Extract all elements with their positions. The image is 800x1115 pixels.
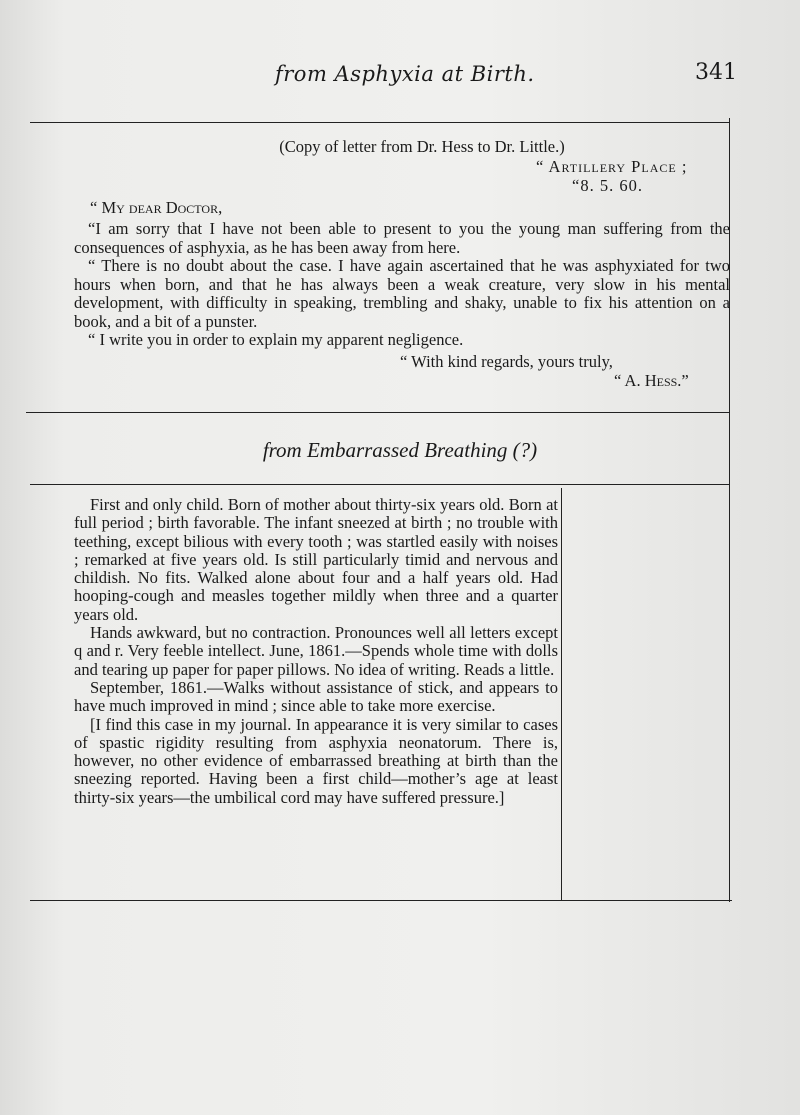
letter-heading: (Copy of letter from Dr. Hess to Dr. Little.) (279, 137, 565, 156)
running-title: from Asphyxia at Birth. (275, 62, 535, 86)
case-paragraph: September, 1861.—Walks without assistance of stick, and appears to have much improved in mind ; since able to take more exercise. (74, 677, 558, 716)
section-title: from Embarrassed Breathing (?) (262, 438, 538, 462)
letter-block (74, 137, 730, 390)
case-report (74, 496, 558, 807)
letter-address: “ Artillery Place ; (536, 157, 688, 176)
case-paragraph: First and only child. Born of mother about thirty-six years old. Born at full period ; birth favorable. The infant sneezed at birth ; no trouble with teething, except bilious with every tooth ; was startled easily with noises ; remarked at five years old. Is still particularly timid and nervous and childish. No fits. Walked alone about four and a half years old. Had hooping-cough and measles together mildly when three and a quarter years old. (74, 495, 558, 624)
case-box-bottom-rule (30, 900, 732, 901)
case-box-top-rule (30, 484, 730, 485)
letter-paragraph: “ There is no doubt about the case. I have again ascertained that he was asphyxiated for two hours when born, and that he has always been a weak creature, very slow in his mental development, with difficulty in speaking, trembling and shaky, unable to fix his attention on a book, and a bit of a punster. (74, 256, 730, 331)
case-box-right-rule (729, 486, 730, 902)
letter-date: “8. 5. 60. (572, 176, 643, 195)
letter-body (74, 220, 730, 350)
letter-box-top-rule (30, 122, 730, 123)
case-paragraph: [I find this case in my journal. In appearance it is very similar to cases of spastic rigidity resulting from asphyxia neonatorum. There is, however, no other evidence of embarrassed breathing at birth than the sneezing reported. Having been a first child—mother’s age at least thirty-six years—the umbilical cord may have suffered pressure.] (74, 714, 558, 807)
letter-paragraph: “I am sorry that I have not been able to present to you the young man suffering from the consequences of asphyxia, as he has been away from here. (74, 219, 730, 257)
letter-paragraph: “ I write you in order to explain my apparent negligence. (88, 330, 464, 349)
page-header (0, 58, 800, 94)
case-paragraph: Hands awkward, but no contraction. Pronounces well all letters except q and r. Very feeble intellect. June, 1861.—Spends whole time with dolls and tearing up paper for paper pillows. No idea of writing. Reads a little. (74, 623, 558, 679)
letter-closing: “ With kind regards, yours truly, (400, 352, 613, 371)
letter-signature: “ A. Hess.” (614, 371, 689, 390)
page-number: 341 (695, 60, 737, 85)
case-column-rule (561, 488, 562, 900)
letter-salutation: “ My dear Doctor, (90, 198, 223, 217)
letter-box-bottom-rule (26, 412, 730, 413)
